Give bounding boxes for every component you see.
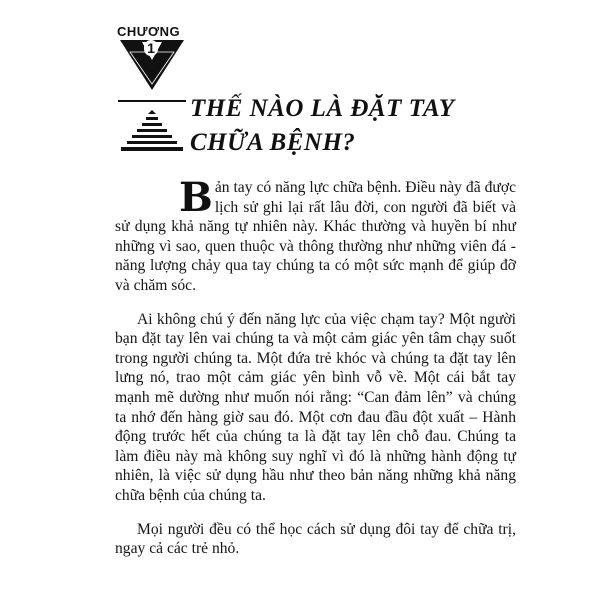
chapter-title-line-2: CHỮA BỆNH?	[190, 129, 356, 156]
paragraph-3: Mọi người đều có thể học cách sử dụng đôi tay để chữa trị, ngay cả các trẻ nhỏ.	[115, 520, 516, 558]
paragraph-2: Ai không chú ý đến năng lực của việc chạm tay? Một người bạn đặt tay lên vai chúng ta và một cảm giác yên tâm chạy suốt trong người chúng ta. Một đứa trẻ khóc và chúng ta đặt tay lên lưng nó, trao một cảm giác yên bình vỗ về. Một cái bắt tay mạnh mẽ dường như muốn nói rằng: “Can đảm lên” và chúng ta nhớ đến hàng giờ sau đó. Một cơn đau đầu đột xuất – Hành động trước hết của chúng ta là đặt tay lên chỗ đau. Chúng ta làm điều này mà không suy nghĩ vì đó là những hành động tự nhiên, là việc sử dụng hầu như theo bản năng những khả năng chữa bệnh của chúng ta.	[115, 310, 516, 504]
chapter-number: 1	[144, 40, 158, 56]
drop-cap: B	[179, 174, 213, 221]
chapter-title	[190, 92, 455, 160]
chapter-title-line-1: THẾ NÀO LÀ ĐẶT TAY	[190, 95, 455, 122]
paragraph-1	[115, 174, 516, 296]
body-text	[115, 174, 516, 573]
chapter-emblem-icon	[118, 38, 186, 158]
chapter-label: CHƯƠNG	[117, 24, 181, 39]
paragraph-1-text: ản tay có năng lực chữa bệnh. Điều này đã được lịch sử ghi lại rất lâu đời, con người đã biết và sử dụng khả năng tự nhiên này. Khác thường và huyền bí như những vì sao, quen thuộc và thông thường như những viên đá - năng lượng chảy qua tay chúng ta có một sức mạnh để giúp đỡ và chăm sóc.	[115, 179, 516, 294]
